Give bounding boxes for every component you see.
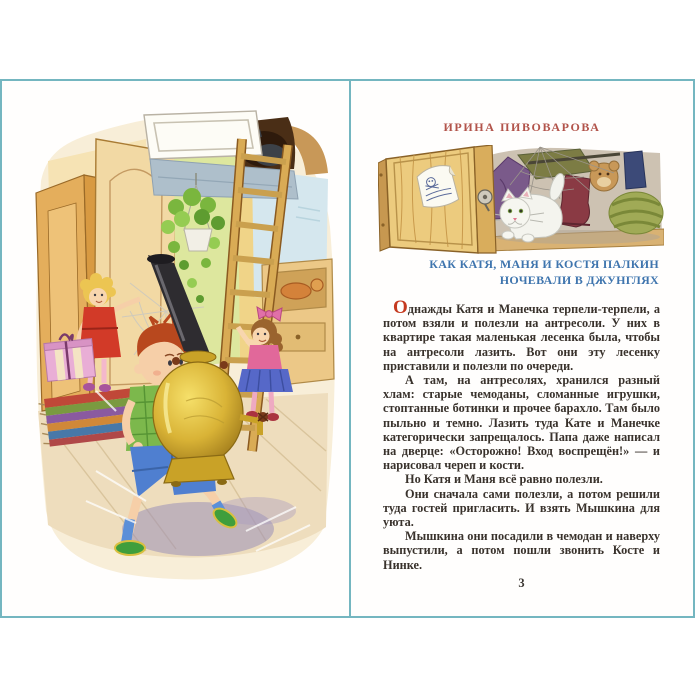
paragraph-1: Однажды Катя и Манечка терпели-терпели, а потом взяли и полезли на антресоли. У них в квартире такая маленькая лесенка была, чтобы на антресоли лазить. Вот они эту лесенку приставили и полезли по очереди.	[383, 297, 660, 373]
author-name: ИРИНА ПИВОВАРОВА	[443, 120, 601, 134]
attic-hatch	[144, 111, 298, 199]
chapter-title-line1: КАК КАТЯ, МАНЯ И КОСТЯ ПАЛКИН	[429, 257, 659, 271]
paragraph-4: Они сначала сами полезли, а потом решили туда гостей пригласить. И взять Мышкина для уюта.	[383, 486, 660, 530]
green-hatbox	[609, 192, 663, 234]
page-right	[351, 81, 693, 616]
plant-pot	[184, 229, 212, 251]
story-text	[383, 297, 660, 572]
page-number: 3	[518, 576, 525, 590]
cupboard-door	[378, 145, 496, 253]
chapter-title	[383, 257, 659, 288]
drop-cap: О	[393, 297, 408, 318]
hallway-illustration	[26, 109, 342, 591]
paragraph-3: Но Катя и Маня всё равно полезли.	[405, 472, 603, 487]
blue-boot	[624, 151, 646, 189]
cupboard-cat-illustration	[378, 145, 664, 259]
chapter-title-line2: НОЧЕВАЛИ В ДЖУНГЛЯХ	[499, 272, 659, 287]
book-spread	[0, 79, 695, 618]
paragraph-2: А там, на антресолях, хранился разный хлам: старые чемоданы, сломанные игрушки, стоптанные ботинки и прочее барахло. Там было пыльно и темно. Лазить туда Кате и Манечке категорически запрещалось. Папа даже написал на дверце: «Осторожно! Вход воспрещён!» — и нарисовал череп и кости.	[383, 373, 660, 473]
paragraph-5: Мышкина они посадили в чемодан и наверху выпустили, а потом пошли звонить Косте и Нинке.	[383, 529, 660, 572]
page-left	[2, 81, 349, 616]
